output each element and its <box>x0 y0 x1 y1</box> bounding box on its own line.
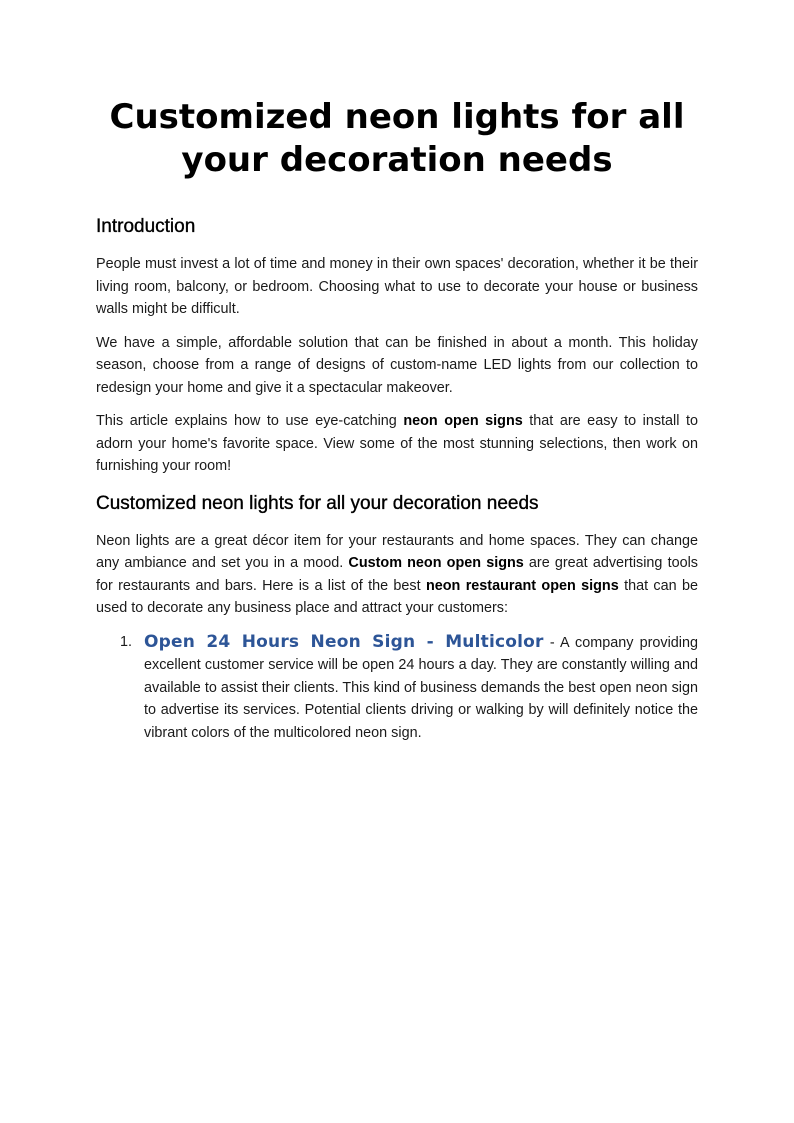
intro-heading: Introduction <box>96 216 196 237</box>
list-item <box>96 631 698 745</box>
product-list <box>96 631 698 745</box>
intro-paragraph-2: We have a simple, affordable solution that can be finished in about a month. This holiday season, choose from a range of designs of custom-name LED lights from our collection to redesign your home and give it a spectacular makeover. <box>96 334 698 396</box>
intro-paragraph-3 <box>96 410 698 478</box>
document-page <box>96 96 698 744</box>
list-item-number: 1. <box>120 633 133 650</box>
section2-heading: Customized neon lights for all your decoration needs <box>96 492 539 514</box>
intro-p3-text-b: that are easy to install to adorn your home's favorite space. View some of the most stunning selections, then work on furnishing your room! <box>96 413 698 474</box>
list-item-title-link[interactable]: Open 24 Hours Neon Sign - Multicolor <box>144 631 544 652</box>
section2-text-b: are great advertising tools for restaurants and bars. Here is a list of the best <box>96 555 698 594</box>
section2-paragraph <box>96 530 698 620</box>
intro-p3-bold: neon open signs <box>403 413 523 429</box>
section2-bold-1: Custom neon open signs <box>348 555 524 571</box>
list-item-text: - A company providing excellent customer service will be open 24 hours a day. They are constantly willing and available to assist their clients. This kind of business demands the best open neon sign to advertise its services. Potential clients driving or walking by will definitely notice the vibrant colors of the multicolored neon sign. <box>144 634 698 741</box>
section2-text-a: Neon lights are a great décor item for your restaurants and home spaces. They can change any ambiance and set you in a mood. <box>96 532 698 571</box>
intro-paragraph-1: People must invest a lot of time and money in their own spaces' decoration, whether it be their living room, balcony, or bedroom. Choosing what to use to decorate your house or business walls might be difficult. <box>96 256 698 317</box>
section2-bold-2: neon restaurant open signs <box>425 577 619 594</box>
section2-text-c: that can be used to decorate any business place and attract your customers: <box>96 577 698 616</box>
document-title: Customized neon lights for all your decoration needs <box>109 97 685 180</box>
intro-p3-text-a: This article explains how to use eye-catching <box>96 413 404 429</box>
